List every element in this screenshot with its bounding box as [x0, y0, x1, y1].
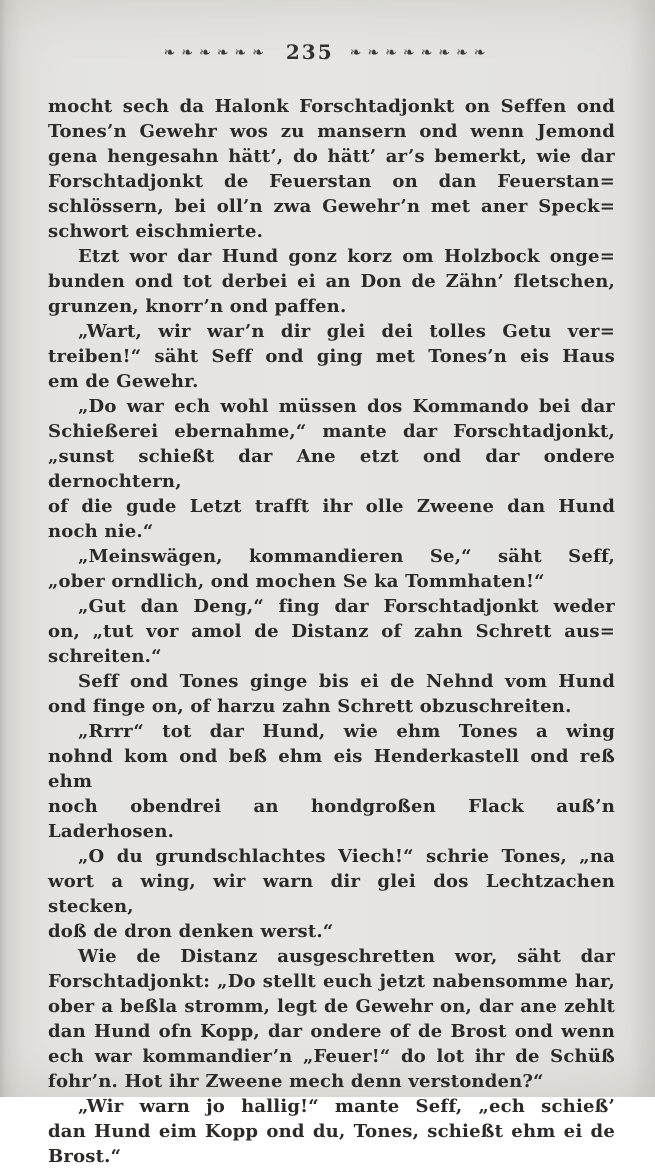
text-line: Tones’n Gewehr wos zu mansern ond wenn Jemond [48, 121, 615, 142]
text-line: gena hengesahn hätt’, do hätt’ ar’s bemerkt, wie dar [48, 146, 615, 167]
floral-ornament-left-icon: ❧❧❧❧❧❧ [163, 45, 270, 61]
text-line: „Do war ech wohl müssen dos Kommando bei dar [78, 396, 615, 417]
paragraph [48, 1094, 615, 1169]
text-line: Wie de Distanz ausgeschretten wor, säht dar [78, 946, 615, 967]
text-line: „sunst schießt dar Ane etzt ond dar ondere dernochtern, [48, 446, 615, 492]
text-line: „ober orndlich, ond mochen Se ka Tommhaten!“ [48, 571, 545, 592]
paragraph [48, 94, 615, 244]
text-line: of die gude Letzt trafft ihr olle Zweene dan Hund [48, 496, 615, 517]
page-number: 235 [285, 40, 334, 64]
text-line: bunden ond tot derbei ei an Don de Zähn’ fletschen, [48, 271, 615, 292]
text-line: fohr’n. Hot ihr Zweene mech denn verstonden?“ [48, 1071, 544, 1092]
text-line: doß de dron denken werst.“ [48, 921, 334, 942]
floral-ornament-right-icon: ❧❧❧❧❧❧❧❧ [349, 45, 492, 61]
paragraph [48, 544, 615, 594]
paragraph [48, 594, 615, 669]
text-line: Seff ond Tones ginge bis ei de Nehnd vom Hund [78, 671, 615, 692]
text-line: schreiten.“ [48, 646, 162, 667]
text-line: dan Hund ofn Kopp, dar ondere of de Brost ond wenn [48, 1021, 615, 1042]
text-line: „Rrrr“ tot dar Hund, wie ehm Tones a wing [78, 721, 615, 742]
text-line: ech war kommandier’n „Feuer!“ do lot ihr de Schüß [48, 1046, 615, 1067]
text-line: „Meinswägen, kommandieren Se,“ säht Seff, [78, 546, 615, 567]
text-line: schlössern, bei oll’n zwa Gewehr’n met aner Speck= [48, 196, 615, 217]
text-line: „Wart, wir war’n dir glei dei tolles Getu ver= [78, 321, 615, 342]
paragraph [48, 844, 615, 944]
text-line: schwort eischmierte. [48, 221, 264, 242]
text-line: Schießerei ebernahme,“ mante dar Forschtadjonkt, [48, 421, 615, 442]
text-line: Forschtadjonkt: „Do stellt euch jetzt nabensomme har, [48, 971, 615, 992]
text-line: dan Hund eim Kopp ond du, Tones, schießt ehm ei de [48, 1121, 615, 1142]
text-line: Forschtadjonkt de Feuerstan on dan Feuerstan= [48, 171, 615, 192]
text-line: mocht sech da Halonk Forschtadjonkt on Seffen ond [48, 96, 615, 117]
text-line: ober a beßla stromm, legt de Gewehr on, dar ane zehlt [48, 996, 615, 1017]
body-text [48, 94, 615, 1169]
text-line: grunzen, knorr’n ond paffen. [48, 296, 347, 317]
paragraph [48, 944, 615, 1094]
paragraph [48, 719, 615, 844]
paragraph [48, 244, 615, 319]
page-header [0, 0, 655, 64]
text-line: „Gut dan Deng,“ fing dar Forschtadjonkt weder [78, 596, 615, 617]
text-line: em de Gewehr. [48, 371, 199, 392]
text-line: „O du grundschlachtes Viech!“ schrie Tones, „na [78, 846, 615, 867]
text-line: „Wir warn jo hallig!“ mante Seff, „ech schieß’ [78, 1096, 615, 1117]
text-line: noch obendrei an hondgroßen Flack auß’n Laderhosen. [48, 796, 615, 842]
paragraph [48, 319, 615, 394]
paragraph [48, 394, 615, 544]
text-line: noch nie.“ [48, 521, 154, 542]
text-line: treiben!“ säht Seff ond ging met Tones’n eis Haus [48, 346, 615, 367]
text-line: on, „tut vor amol de Distanz of zahn Schrett aus= [48, 621, 615, 642]
text-line: Brost.“ [48, 1146, 122, 1167]
paragraph [48, 669, 615, 719]
text-line: Etzt wor dar Hund gonz korz om Holzbock onge= [78, 246, 615, 267]
text-line: ond finge on, of harzu zahn Schrett obzuschreiten. [48, 696, 572, 717]
text-line: wort a wing, wir warn dir glei dos Lechtzachen stecken, [48, 871, 615, 917]
text-line: nohnd kom ond beß ehm eis Henderkastell ond reß ehm [48, 746, 615, 792]
